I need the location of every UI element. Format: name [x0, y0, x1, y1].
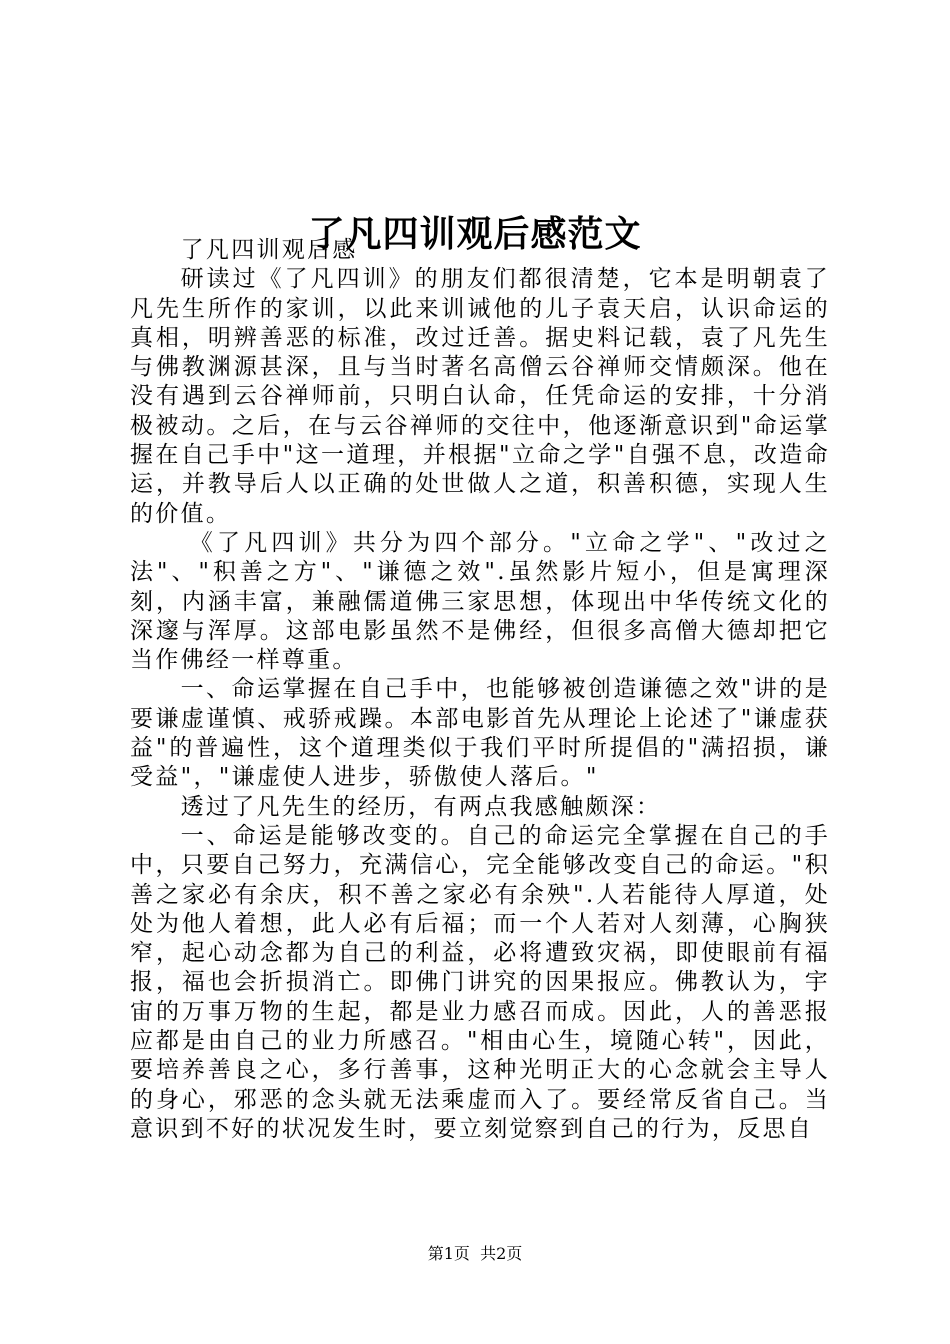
paragraph-reflection-intro: 透过了凡先生的经历，有两点我感触颇深：: [180, 793, 662, 820]
document-body: [130, 236, 830, 1144]
paragraph-structure: 《了凡四训》共分为四个部分。"立命之学"、"改过之法"、"积善之方"、"谦德之效".虽然影片短小，但是寓理深刻，内涵丰富，兼融儒道佛三家思想，体现出中华传统文化的深邃与浑厚。这部电影虽然不是佛经，但很多高僧大德却把它当作佛经一样尊重。: [130, 529, 830, 674]
paragraph-subtitle: 了凡四训观后感: [180, 237, 358, 263]
paragraph-point-one-destiny: 一、命运掌握在自己手中，也能够被创造谦德之效"讲的是要谦虚谨慎、戒骄戒躁。本部电影首先从理论上论述了"谦虚获益"的普遍性，这个道理类似于我们平时所提倡的"满招损，谦受益"，"谦虚使人进步，骄傲使人落后。": [130, 676, 830, 791]
page-footer: 第1页 共2页: [427, 1244, 523, 1263]
paragraph-intro: 研读过《了凡四训》的朋友们都很清楚，它本是明朝袁了凡先生所作的家训，以此来训诫他的儿子袁天启，认识命运的真相，明辨善恶的标准，改过迁善。据史料记载，袁了凡先生与佛教渊源甚深，且与当时著名高僧云谷禅师交情颇深。他在没有遇到云谷禅师前，只明白认命，任凭命运的安排，十分消极被动。之后，在与云谷禅师的交往中，他逐渐意识到"命运掌握在自己手中"这一道理，并根据"立命之学"自强不息，改造命运，并教导后人以正确的处世做人之道，积善积德，实现人生的价值。: [130, 266, 830, 527]
document-title: 了凡四训观后感范文: [308, 213, 642, 256]
paragraph-point-one-change: 一、命运是能够改变的。自己的命运完全掌握在自己的手中，只要自己努力，充满信心，完全能够改变自己的命运。"积善之家必有余庆，积不善之家必有余殃".人若能待人厚道，处处为他人着想，此人必有后福；而一个人若对人刻薄，心胸狭窄，起心动念都为自己的利益，必将遭致灾祸，即使眼前有福报，福也会折损消亡。即佛门讲究的因果报应。佛教认为，宇宙的万事万物的生起，都是业力感召而成。因此，人的善恶报应都是由自己的业力所感召。"相由心生，境随心转"，因此，要培养善良之心，多行善事，这种光明正大的心念就会主导人的身心，邪恶的念头就无法乘虚而入了。要经常反省自己。当意识到不好的状况发生时，要立刻觉察到自己的行为，反思自: [130, 822, 830, 1142]
